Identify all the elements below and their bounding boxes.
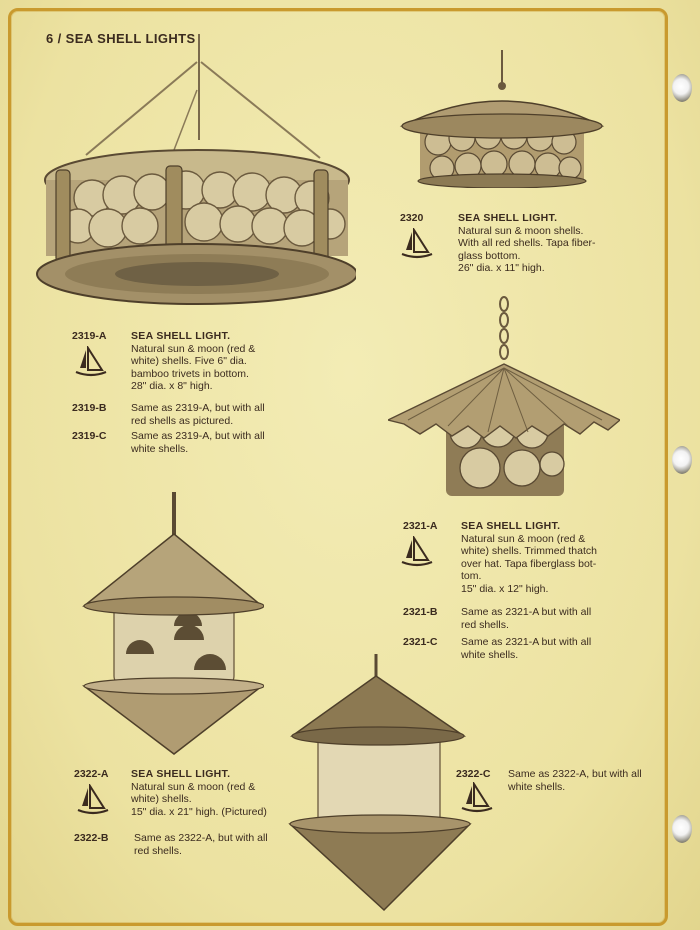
- description-line: tom.: [461, 570, 482, 582]
- sailboat-logo-icon: [460, 782, 494, 814]
- description-line: white) shells. Five 6" dia.: [131, 355, 247, 367]
- product-description: [131, 768, 267, 818]
- description-line: white shells.: [461, 648, 519, 661]
- product-description: [461, 520, 597, 595]
- description-line: red shells.: [134, 844, 182, 857]
- lamp-2322-center-image: [288, 652, 474, 914]
- product-code: 2321-A: [403, 520, 438, 532]
- description-line: 15" dia. x 21" high. (Pictured): [131, 805, 267, 818]
- description-line: With all red shells. Tapa fiber-: [458, 237, 596, 249]
- variant-description: [461, 606, 591, 631]
- lamp-2320-image: [396, 48, 608, 188]
- variant-code: 2319-B: [72, 402, 107, 414]
- variant-description: [461, 636, 591, 661]
- binder-hole: [672, 815, 692, 843]
- description-line: Same as 2319-A, but with all: [131, 430, 265, 442]
- description-line: white) shells.: [131, 793, 192, 805]
- description-line: 15" dia. x 12" high.: [461, 582, 549, 595]
- description-line: red shells as pictured.: [131, 414, 234, 427]
- variant-description: [131, 430, 265, 455]
- product-name: SEA SHELL LIGHT.: [131, 330, 231, 342]
- description-line: Same as 2321-A but with all: [461, 606, 592, 618]
- product-description: [458, 212, 596, 275]
- description-line: red shells.: [461, 618, 509, 631]
- page-title: 6 / SEA SHELL LIGHTS: [46, 31, 196, 46]
- variant-code: 2319-C: [72, 430, 107, 442]
- description-line: Natural sun & moon (red &: [131, 780, 256, 793]
- description-line: 26" dia. x 11" high.: [458, 262, 545, 274]
- sailboat-logo-icon: [400, 228, 434, 260]
- description-line: over hat. Tapa fiberglass bot-: [461, 557, 597, 570]
- description-line: Same as 2319-A, but with all: [131, 402, 265, 414]
- description-line: white shells.: [508, 780, 566, 793]
- binder-hole: [672, 446, 692, 474]
- product-name: SEA SHELL LIGHT.: [458, 212, 558, 224]
- description-line: glass bottom.: [458, 249, 521, 262]
- description-line: white shells.: [131, 442, 189, 455]
- sailboat-logo-icon: [76, 784, 110, 816]
- description-line: Same as 2321-A but with all: [461, 636, 592, 648]
- variant-code: 2321-C: [403, 636, 438, 648]
- product-code: 2322-C: [456, 768, 491, 780]
- product-code: 2319-A: [72, 330, 107, 342]
- description-line: Natural sun & moon (red &: [131, 342, 256, 355]
- description-line: Natural sun & moon (red &: [461, 532, 586, 545]
- sailboat-logo-icon: [400, 536, 434, 568]
- description-line: Natural sun & moon shells.: [458, 224, 584, 237]
- product-name: SEA SHELL LIGHT.: [461, 520, 561, 532]
- variant-code: 2322-B: [74, 832, 109, 844]
- product-description: [131, 330, 255, 393]
- description-line: bamboo trivets in bottom.: [131, 367, 249, 380]
- product-name: SEA SHELL LIGHT.: [131, 768, 231, 780]
- sailboat-logo-icon: [74, 346, 108, 378]
- description-line: Same as 2322-A, but with all: [508, 768, 642, 780]
- variant-code: 2321-B: [403, 606, 438, 618]
- variant-description: [131, 402, 265, 427]
- description-line: 28" dia. x 8" high.: [131, 380, 213, 392]
- product-code: 2322-A: [74, 768, 109, 780]
- product-code: 2320: [400, 212, 424, 224]
- binder-hole: [672, 74, 692, 102]
- lamp-2319-image: [34, 30, 356, 308]
- description-line: white) shells. Trimmed thatch: [461, 545, 597, 557]
- description-line: Same as 2322-A, but with all: [134, 832, 268, 844]
- product-description: [508, 768, 642, 793]
- lamp-2321-image: [388, 292, 620, 502]
- variant-description: [134, 832, 268, 857]
- lamp-2322-left-image: [82, 490, 264, 758]
